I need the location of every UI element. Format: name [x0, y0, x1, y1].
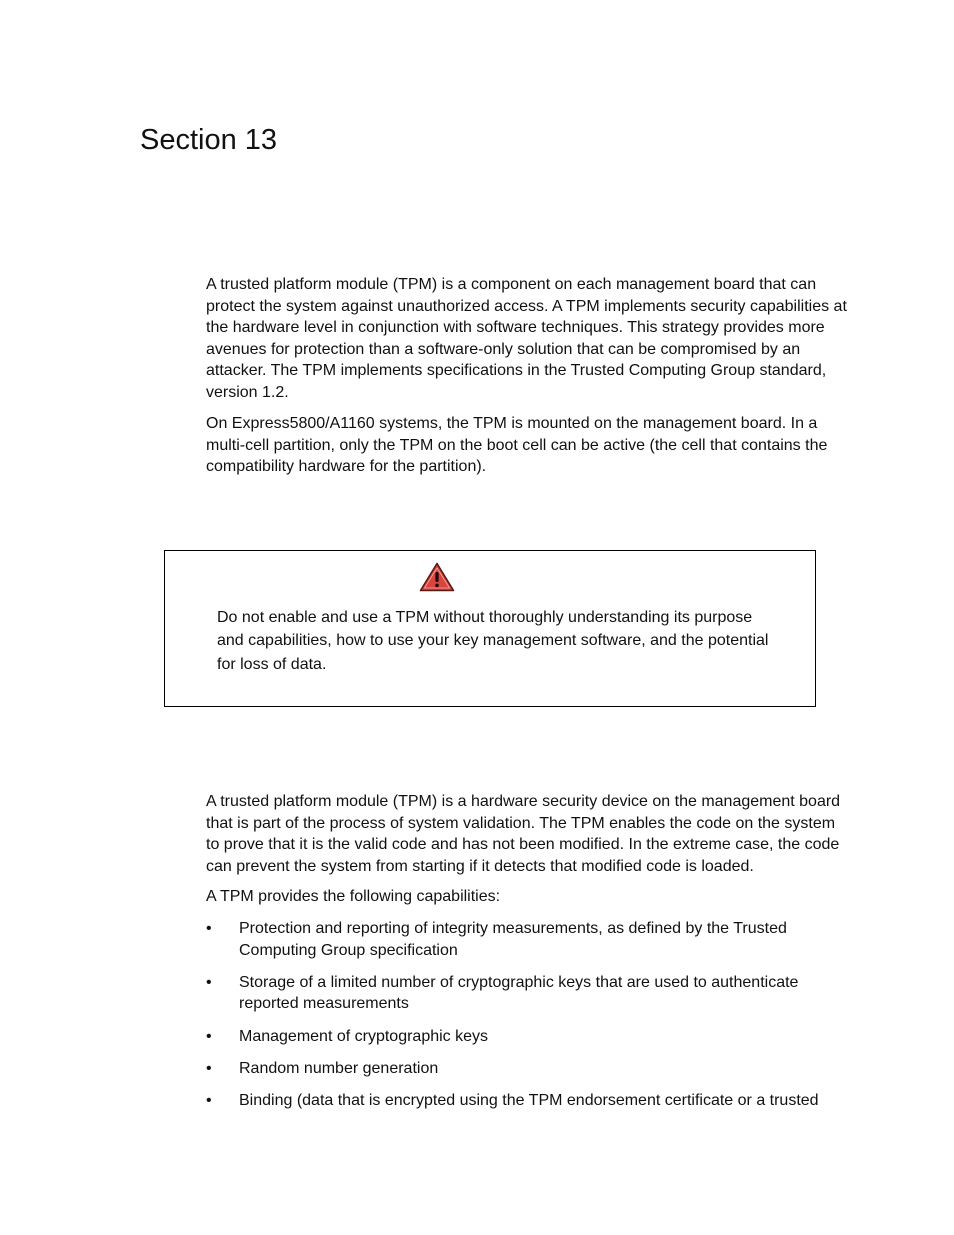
list-item	[206, 972, 846, 1015]
warning-triangle-icon	[419, 562, 455, 592]
list-item-text: Management of cryptographic keys	[239, 1027, 489, 1045]
capabilities-intro: A TPM provides the following capabilities:	[206, 888, 501, 905]
list-item	[206, 918, 846, 961]
bullet: •	[206, 920, 212, 937]
intro-paragraph-2: On Express5800/A1160 systems, the TPM is mounted on the management board. In a multi-cell partition, only the TPM on the boot cell can be active (the cell that contains the compatibility hardware for the partition).	[206, 415, 828, 476]
list-item-text: Random number generation	[239, 1059, 439, 1077]
list-item-text: Binding (data that is encrypted using the TPM endorsement certificate or a trusted	[239, 1091, 819, 1109]
caution-text: Do not enable and use a TPM without thoroughly understanding its purpose and capabilities, how to use your key management software, and the potential for loss of data.	[217, 609, 769, 673]
bullet: •	[206, 1059, 212, 1077]
intro-paragraph-1: A trusted platform module (TPM) is a component on each management board that can protect the system against unauthorized access. A TPM implements security capabilities at the hardware level in conjunction with software techniques. This strategy provides more avenues for protection than a software-only solution that can be compromised by an attacker. The TPM implements specifications in the Trusted Computing Group standard, version 1.2.	[206, 276, 847, 401]
list-item-text: Protection and reporting of integrity measurements, as defined by the Trusted Computing Group specification	[239, 920, 787, 959]
bullet: •	[206, 1091, 212, 1109]
list-item-text: Storage of a limited number of cryptographic keys that are used to authenticate reported measurements	[239, 973, 799, 1013]
bullet: •	[206, 973, 212, 991]
caution-box	[164, 550, 816, 707]
section-heading: Section 13	[140, 124, 278, 156]
details-paragraph-1: A trusted platform module (TPM) is a hardware security device on the management board that is part of the process of system validation. The TPM enables the code on the system to prove that it is the valid code and has not been modified. In the extreme case, the code can prevent the system from starting if it detects that modified code is loaded.	[206, 793, 841, 875]
list-item	[206, 1058, 846, 1080]
capabilities-list	[206, 918, 846, 1122]
bullet: •	[206, 1027, 212, 1045]
list-item	[206, 1026, 846, 1048]
list-item	[206, 1090, 846, 1112]
